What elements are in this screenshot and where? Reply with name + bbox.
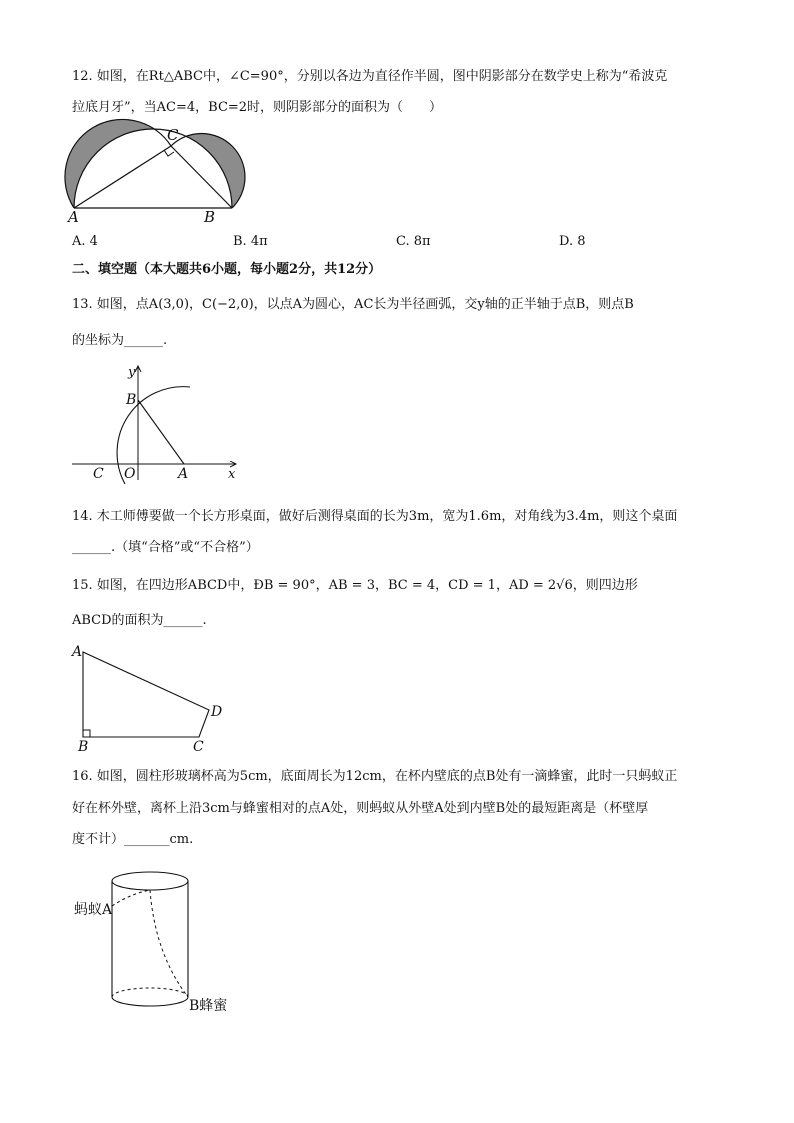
q12-option-d[interactable]: D. 8	[559, 234, 586, 249]
q16-label-honey: B蜂蜜	[189, 998, 228, 1014]
q16-text-line2: 好在杯外壁，离杯上沿3cm与蜂蜜相对的点A处，则蚂蚁从外壁A处到内壁B处的最短距离是（杯壁厚	[72, 801, 649, 816]
q16-text-line1: 16. 如图，圆柱形玻璃杯高为5cm，底面周长为12cm，在杯内壁底的点B处有一滴蜂蜜，此时一只蚂蚁正	[72, 769, 678, 784]
q14-text-line1: 14. 木工师傅要做一个长方形桌面，做好后测得桌面的长为3m，宽为1.6m，对角线为3.4m，则这个桌面	[72, 509, 678, 524]
q12-option-a[interactable]: A. 4	[72, 234, 98, 249]
q13-label-x: x	[228, 467, 236, 482]
q12-lune-figure	[60, 124, 250, 228]
q15-label-c: C	[193, 739, 204, 755]
q13-text-line1: 13. 如图，点A(3,0)，C(−2,0)，以点A为圆心，AC长为半径画弧，交y轴的正半轴于点B，则点B	[72, 297, 634, 312]
q12-label-c: C	[167, 126, 179, 144]
q12-text-line2: 拉底月牙”，当AC=4，BC=2时，则阴影部分的面积为（ ）	[72, 100, 443, 115]
q16-text-line3: 度不计）_______cm.	[72, 832, 194, 847]
q13-text-line2: 的坐标为______.	[72, 333, 168, 348]
q12-option-c[interactable]: C. 8π	[396, 234, 431, 249]
q13-label-a: A	[178, 466, 189, 482]
q12-option-b[interactable]: B. 4π	[233, 234, 268, 249]
q15-quadrilateral-figure	[66, 642, 236, 754]
q16-label-ant: 蚂蚁A	[74, 902, 113, 918]
q15-text-line1: 15. 如图，在四边形ABCD中，ÐB = 90°，AB = 3，BC = 4，CD = 1，AD = 2√6，则四边形	[72, 578, 638, 593]
q12-label-b: B	[204, 208, 216, 226]
q12-text-line1: 12. 如图，在Rt△ABC中，∠C=90°，分别以各边为直径作半圆，图中阴影部分在数学史上称为“希波克	[72, 69, 668, 84]
q13-label-o: O	[124, 466, 136, 482]
q12-label-a: A	[68, 208, 79, 226]
section-heading: 二、填空题（本大题共6小题，每小题2分，共12分）	[72, 262, 382, 277]
q16-cylinder-figure	[70, 864, 240, 1022]
q13-label-c: C	[93, 466, 104, 482]
q15-label-a: A	[72, 644, 83, 660]
q13-label-y: y	[128, 365, 136, 380]
q14-text-line2: ______.（填“合格”或“不合格”）	[72, 540, 259, 555]
q15-label-b: B	[78, 739, 89, 755]
q13-label-b: B	[126, 392, 137, 408]
q15-text-line2: ABCD的面积为______.	[72, 613, 207, 628]
q13-coordinate-figure	[66, 362, 246, 484]
q15-label-d: D	[211, 704, 223, 720]
